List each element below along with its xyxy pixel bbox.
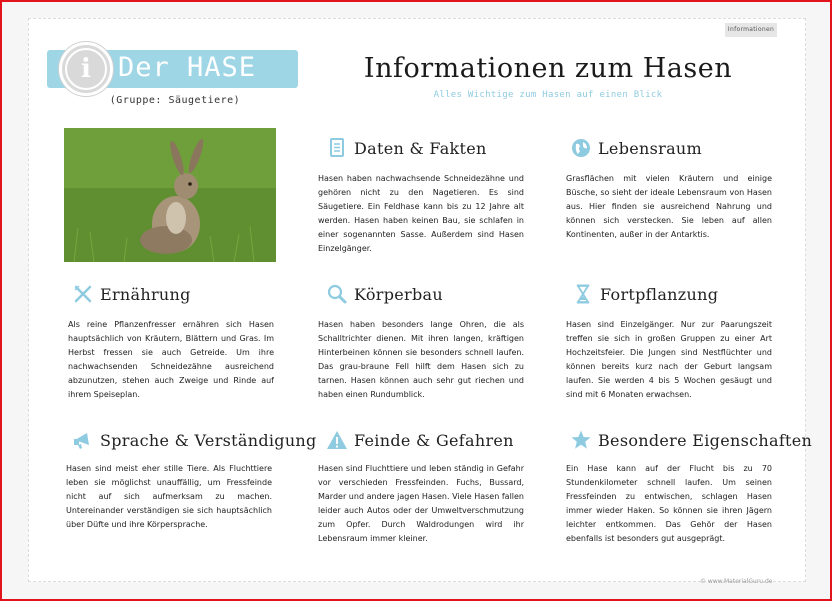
- category-tag: Informationen: [725, 23, 777, 37]
- section-text-koerperbau: Hasen haben besonders lange Ohren, die als Schalltrichter dienen. Mit ihren langen, kräftigen Hinterbeinen können sie besonders schnell laufen. Das grau-braune Fell hilft dem Hasen sich zu tarnen. Hasen können auch sehr gut riechen und haben einen Rundumblick.: [318, 320, 524, 399]
- section-title-text: Fortpflanzung: [600, 284, 719, 304]
- section-title-text: Körperbau: [354, 284, 443, 304]
- section-title-sprache: [72, 429, 317, 451]
- section-title-text: Besondere Eigenschaften: [598, 430, 813, 450]
- animal-title: Der HASE: [117, 52, 257, 83]
- section-text-besonderes: Ein Hase kann auf der Flucht bis zu 70 Stundenkilometer schnell laufen. Um seinen Fressfeinden zu entwischen, schlagen Hasen immer wieder Haken. So können sie ihren Jägern leichter entkommen. Das Gehör der Hasen ebenfalls ist besonders gut ausgeprägt.: [566, 464, 772, 543]
- star-icon: [570, 429, 592, 451]
- animal-group: (Gruppe: Säugetiere): [109, 95, 241, 106]
- section-text-fortpflanzung: Hasen sind Einzelgänger. Nur zur Paarungszeit treffen sie sich in großen Gruppen zu einer Art Hochzeitsfeier. Die Jungen sind Nestflüchter und können bereits kurz nach der Geburt langsam laufen. Sie werden 4 bis 5 Wochen gesäugt und sind mit 6 Monaten erwachsen.: [566, 320, 772, 399]
- page-subtitle: Alles Wichtige zum Hasen auf einen Blick: [433, 90, 663, 100]
- section-title-text: Ernährung: [100, 284, 191, 304]
- info-icon: i: [59, 42, 113, 96]
- cutlery-icon: [72, 283, 94, 305]
- section-title-lebensraum: [570, 137, 702, 159]
- globe-icon: [570, 137, 592, 159]
- hare-photo: [64, 128, 276, 262]
- page-title: Informationen zum Hasen: [363, 53, 733, 84]
- section-text-ernaehrung: Als reine Pflanzenfresser ernähren sich Hasen hauptsächlich von Kräutern, Blättern und Gras. Im Herbst fressen sie auch Getreide. Um ihre nachwachsenden Schneidezähne ausreichend abzunutzen, stehen auch Zweige und Rinde auf ihrem Speiseplan.: [68, 320, 274, 399]
- section-title-fortpflanzung: [572, 283, 718, 305]
- section-title-besonderes: [570, 429, 812, 451]
- document-icon: [326, 137, 348, 159]
- copyright: © www.MaterialGuru.de: [700, 578, 773, 585]
- section-text-daten: Hasen haben nachwachsende Schneidezähne und gehören nicht zu den Nagetieren. Es sind Säugetiere. Ein Feldhase kann bis zu 12 Jahre alt werden. Hasen haben keinen Bau, sie schlafen in einer sogenannten Sasse. Außerdem sind Hasen Einzelgänger.: [318, 174, 524, 253]
- hourglass-icon: [572, 283, 594, 305]
- megaphone-icon: [72, 429, 94, 451]
- section-title-ernaehrung: [72, 283, 191, 305]
- warning-icon: [326, 429, 348, 451]
- section-title-text: Daten & Fakten: [354, 138, 487, 158]
- section-title-feinde: [326, 429, 514, 451]
- section-title-text: Sprache & Verständigung: [100, 430, 317, 450]
- section-title-text: Feinde & Gefahren: [354, 430, 514, 450]
- section-text-feinde: Hasen sind Fluchttiere und leben ständig in Gefahr vor verschieden Fressfeinden. Fuchs, Bussard, Marder und andere jagen Hasen. Viele Hasen fallen leider auch Autos oder der Umweltverschmutzung zum Opfer. Durch Waldrodungen wird ihr Lebensraum immer kleiner.: [318, 464, 524, 543]
- section-title-koerperbau: [326, 283, 443, 305]
- section-text-sprache: Hasen sind meist eher stille Tiere. Als Fluchttiere leben sie möglichst unauffällig, um Fressfeinde nicht auf sich aufmerksam zu machen. Untereinander verständigen sie sich hauptsächlich über Düfte und ihre Körpersprache.: [66, 464, 272, 529]
- magnifier-icon: [326, 283, 348, 305]
- section-title-daten: [326, 137, 487, 159]
- section-title-text: Lebensraum: [598, 138, 702, 158]
- section-text-lebensraum: Grasflächen mit vielen Kräutern und einige Büsche, so sieht der ideale Lebensraum von Hasen aus. Hier finden sie ausreichend Nahrung und können sich verstecken. Sie leben auf allen Kontinenten, außer in der Antarktis.: [566, 174, 772, 239]
